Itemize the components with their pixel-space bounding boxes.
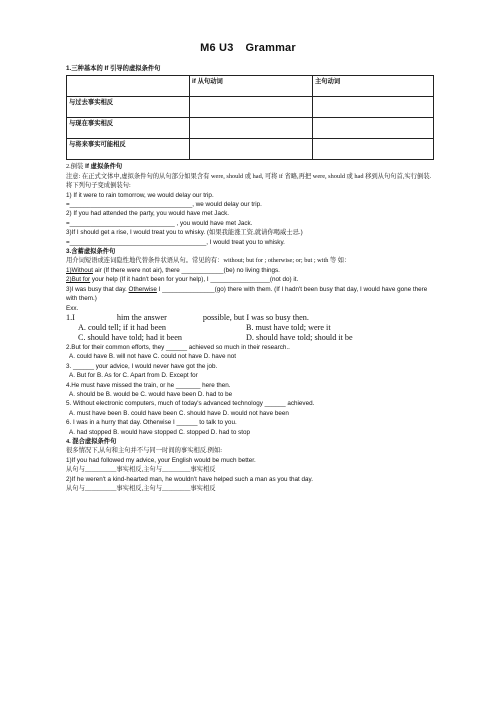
example-text: I _______________(go) there with them. (If I hadn't been busy that day, I would have gone there with them.) xyxy=(66,285,428,303)
exercise-options[interactable]: A. must have been B. could have been C. should have D. would not have been xyxy=(69,409,289,417)
section2-heading xyxy=(66,162,436,171)
section4-intro: 很多情况下,从句和主句并不与同一时间的事实相反.例如: xyxy=(66,447,223,455)
example-text: your help (If it hadn't been for your help), I _________________(not do) it. xyxy=(90,276,299,284)
implicit-example xyxy=(66,266,436,275)
inversion-item: 1) If it were to rain tomorrow, we would delay our trip. xyxy=(66,191,214,199)
exercises-label: Exx. xyxy=(66,304,79,312)
example-keyword: 2)But for xyxy=(66,276,91,284)
table-cell-blank[interactable] xyxy=(190,97,313,118)
exercise-question-stem: 4.He must have missed the train, or he _______ here then. xyxy=(66,381,231,389)
mixed-example-note[interactable]: 从句与__________事实相反,主句与_________事实相反 xyxy=(66,466,216,474)
exercise-question-stem: 3. ______ your advice, I would never have got the job. xyxy=(66,362,218,370)
table-row xyxy=(67,118,434,139)
implicit-example xyxy=(66,285,436,304)
implicit-example xyxy=(66,275,436,284)
section4-heading: 4. 混合虚拟条件句 xyxy=(66,437,117,445)
conditional-table xyxy=(66,75,434,160)
exercise-question-1 xyxy=(66,313,436,343)
table-cell-blank[interactable] xyxy=(313,139,434,160)
inversion-answer[interactable]: =______________________________ , you would have met Jack. xyxy=(66,219,253,227)
table-row xyxy=(67,97,434,118)
table-cell-blank[interactable] xyxy=(190,118,313,139)
exercise-options[interactable]: A. could have B. will not have C. could not have D. have not xyxy=(69,353,236,361)
question-stem: him the answer xyxy=(116,312,167,322)
title-unit: M6 U3 xyxy=(200,42,234,54)
table-header-cell: 主句动词 xyxy=(313,76,434,97)
table-header-cell: if 从句动词 xyxy=(190,76,313,97)
table-cell-blank[interactable] xyxy=(313,97,434,118)
exercise-options[interactable]: A. But for B. As for C. Apart from D. Except for xyxy=(69,372,198,380)
mixed-example: 1)If you had followed my advice, your English would be much better. xyxy=(66,456,256,464)
example-text: air (If there were not air), there ____________(be) no living things. xyxy=(92,266,280,274)
example-keyword: 1)Without xyxy=(66,266,93,274)
exercise-question-stem: 6. I was in a hurry that day. Otherwise I ______ to talk to you. xyxy=(66,419,237,427)
option-d[interactable]: D. should have told; should it be xyxy=(246,332,353,342)
table-row-label: 与将来事实可能相反 xyxy=(67,139,190,160)
example-keyword: Otherwise xyxy=(128,285,157,293)
page-title xyxy=(0,42,496,54)
table-cell-blank[interactable] xyxy=(190,139,313,160)
exercise-options[interactable]: A. should be B. would be C. would have been D. had to be xyxy=(69,390,233,398)
section1-heading: 1.三种基本的 If 引导的虚拟条件句 xyxy=(66,65,161,72)
exercise-options[interactable]: A. had stopped B. would have stopped C. stopped D. had to stop xyxy=(69,428,250,436)
table-header-row xyxy=(67,76,434,97)
exercise-question-stem: 5. Without electronic computers, much of today's advanced technology ______ achieved. xyxy=(66,400,315,408)
table-row-label: 与过去事实相反 xyxy=(67,97,190,118)
option-b[interactable]: B. must have told; were it xyxy=(246,322,331,332)
section2-instruction: 将下列句子变成倒装句: xyxy=(66,182,131,190)
exercise-question-stem: 2.But for their common efforts, they ______ achieved so much in their research.. xyxy=(66,343,290,351)
option-c[interactable]: C. should have told; had it been xyxy=(78,332,182,342)
section3-heading: 3.含蓄虚拟条件句 xyxy=(66,248,116,256)
mixed-example-note[interactable]: 从句与__________事实相反,主句与_________事实相反 xyxy=(66,485,216,492)
table-cell-blank[interactable] xyxy=(313,118,434,139)
question-stem: 1.I xyxy=(66,312,75,322)
inversion-item: 3)If I should get a rise, I would treat you to whisky. (如果我能涨工资,就请你喝威士忌.) xyxy=(66,229,303,237)
worksheet-content xyxy=(66,64,436,493)
table-row-label: 与现在事实相反 xyxy=(67,118,190,139)
example-text: 3)I was busy that day. xyxy=(66,285,129,293)
option-a[interactable]: A. could tell; if it had been xyxy=(78,322,166,332)
section2-heading-bold: If 虚拟条件句 xyxy=(83,163,123,171)
section2-heading-prefix: 2.倒装 xyxy=(66,163,84,171)
inversion-answer[interactable]: =___________________________________, we would delay our trip. xyxy=(66,201,262,209)
title-topic: Grammar xyxy=(245,42,296,54)
inversion-answer[interactable]: =_______________________________________, I would treat you to whisky. xyxy=(66,238,285,246)
table-header-cell xyxy=(67,76,190,97)
mixed-example: 2)If he weren't a kind-hearted man, he wouldn't have helped such a man as you that day. xyxy=(66,475,313,483)
table-row xyxy=(67,139,434,160)
section2-note: 注意: 在正式文体中,虚拟条件句的从句部分如果含有 were, should 或 had, 可将 if 省略,再把 were, should 或 had 移到从句句首,实行倒装. xyxy=(66,172,432,180)
section3-intro: 用介词短语或连词隐性地代替条件状语从句。常见的有：without; but for ; otherwise; or; but ; with 等 如： xyxy=(66,257,351,265)
inversion-item: 2) If you had attended the party, you would have met Jack. xyxy=(66,210,229,218)
question-stem: possible, but I was so busy then. xyxy=(202,312,309,322)
